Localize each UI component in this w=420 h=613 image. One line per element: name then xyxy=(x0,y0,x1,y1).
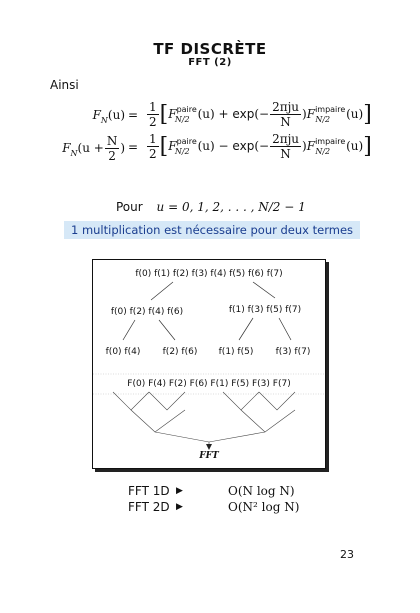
equation-1-rhs: $\frac{1}{2}$ [$F^{paire}_{N/2}$ (u) + exp(− $\frac{\text{2πju}}{N}$ )$F^{impaire}_{N/2}$ (u)] xyxy=(149,100,372,129)
equation-2-rhs: $\frac{1}{2}$ [$F^{paire}_{N/2}$ (u) − exp(− $\frac{\text{2πju}}{N}$ )$F^{impaire}_{N/2}$ (u)] xyxy=(149,132,372,161)
diagram-pair-1: f(0) f(4) xyxy=(105,347,141,357)
diagram-row-input: f(0) f(1) f(2) f(3) f(4) f(5) f(6) f(7) xyxy=(135,269,283,279)
intro-text: Ainsi xyxy=(50,78,79,92)
complexity-name: FFT 2D xyxy=(128,500,170,514)
diagram-pair-4: f(3) f(7) xyxy=(275,347,311,357)
complexity-value: O(N² log N) xyxy=(228,500,300,514)
diagram-fft-label: FFT xyxy=(199,451,219,461)
equation-1-lhs: $F_N(u)$ xyxy=(92,108,125,125)
diagram-row-odd: f(1) f(3) f(5) f(7) xyxy=(228,305,302,315)
diagram-pair-2: f(2) f(6) xyxy=(162,347,198,357)
page-number: 23 xyxy=(340,548,354,561)
complexity-value: O(N log N) xyxy=(228,484,295,498)
highlight-note: 1 multiplication est nécessaire pour deux termes xyxy=(64,221,360,239)
fft-butterfly-diagram xyxy=(92,259,326,469)
equation-2-lhs: $F_N(u$ + $\frac{N}{2}$ ) xyxy=(62,134,125,163)
complexity-name: FFT 1D xyxy=(128,484,170,498)
butterfly-lines xyxy=(113,392,295,446)
condition-line xyxy=(116,200,306,214)
arrow-icon: ▶ xyxy=(176,502,183,512)
split-arrow-even-left xyxy=(123,320,135,340)
split-arrow-left xyxy=(151,282,173,300)
diagram-row-output: F(0) F(4) F(2) F(6) F(1) F(5) F(3) F(7) xyxy=(127,379,291,389)
split-arrow-even-right xyxy=(159,320,175,340)
page-title: TF DISCRÈTE xyxy=(153,40,267,58)
output-arrowhead xyxy=(206,444,212,450)
equation-1-equals: = xyxy=(128,108,139,122)
arrow-icon: ▶ xyxy=(176,486,183,496)
equation-row-1 xyxy=(0,100,420,130)
diagram-pair-3: f(1) f(5) xyxy=(218,347,254,357)
split-arrow-odd-left xyxy=(239,318,253,340)
equation-row-2 xyxy=(0,132,420,162)
split-arrow-odd-right xyxy=(279,318,291,340)
equation-2-equals: = xyxy=(128,140,139,154)
diagram-canvas xyxy=(93,260,325,468)
condition-expression: u = 0, 1, 2, . . . , N/2 − 1 xyxy=(156,200,306,214)
condition-word: Pour xyxy=(116,200,143,214)
page-subtitle: FFT (2) xyxy=(188,57,232,68)
split-arrow-right xyxy=(253,282,275,298)
diagram-row-even: f(0) f(2) f(4) f(6) xyxy=(110,307,184,317)
